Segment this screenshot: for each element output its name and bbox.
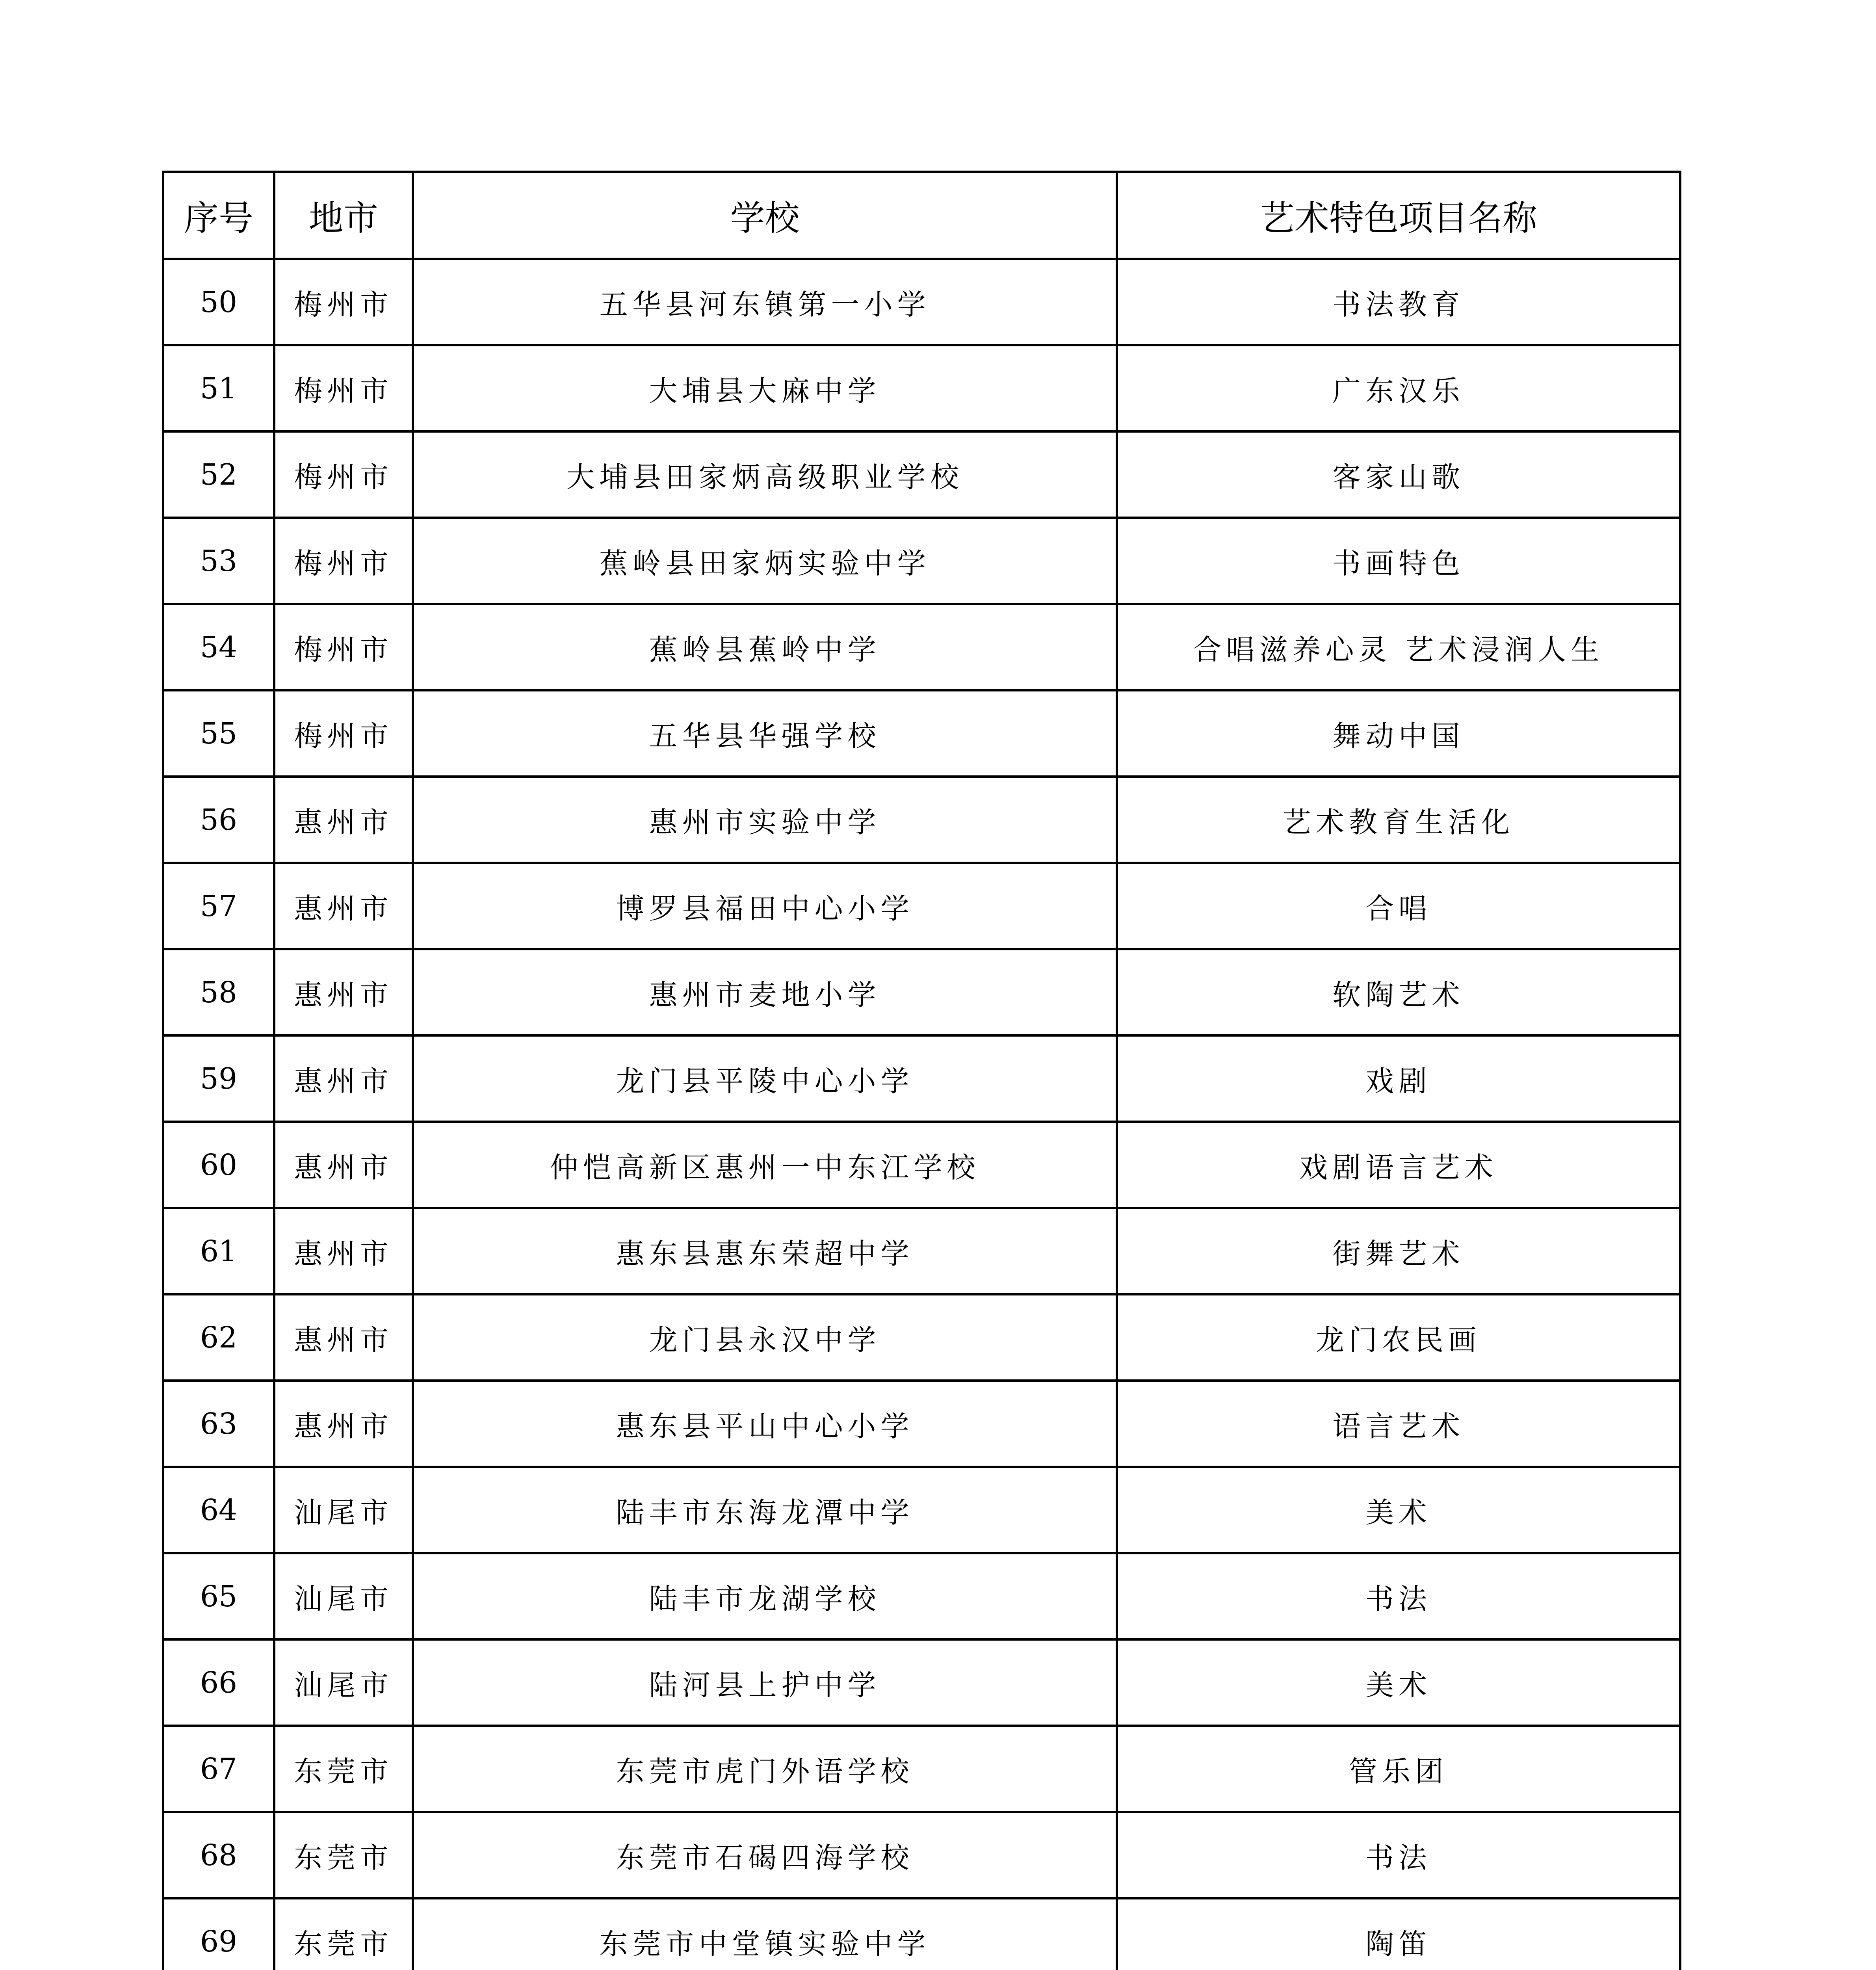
cell-city: 惠州市: [274, 949, 413, 1035]
table-row: [163, 949, 1680, 1035]
cell-school: 陆丰市东海龙潭中学: [413, 1467, 1117, 1553]
cell-school: 惠州市实验中学: [413, 777, 1117, 863]
cell-school: 东莞市虎门外语学校: [413, 1726, 1117, 1812]
cell-school: 惠州市麦地小学: [413, 949, 1117, 1035]
cell-city: 梅州市: [274, 518, 413, 604]
table-row: [163, 1035, 1680, 1122]
table-row: [163, 1467, 1680, 1553]
table-row: [163, 1898, 1680, 1970]
table-row: [163, 1122, 1680, 1208]
cell-serial-number: 57: [163, 863, 274, 949]
cell-art-project: 戏剧: [1117, 1035, 1680, 1122]
cell-art-project: 广东汉乐: [1117, 345, 1680, 431]
table-row: [163, 259, 1680, 345]
cell-art-project: 书画特色: [1117, 518, 1680, 604]
cell-city: 惠州市: [274, 1122, 413, 1208]
table-row: [163, 431, 1680, 518]
cell-city: 汕尾市: [274, 1639, 413, 1726]
cell-serial-number: 59: [163, 1035, 274, 1122]
cell-serial-number: 66: [163, 1639, 274, 1726]
cell-art-project: 舞动中国: [1117, 690, 1680, 777]
cell-serial-number: 51: [163, 345, 274, 431]
cell-serial-number: 58: [163, 949, 274, 1035]
header-art-project: 艺术特色项目名称: [1117, 172, 1680, 259]
cell-serial-number: 50: [163, 259, 274, 345]
cell-art-project: 合唱滋养心灵 艺术浸润人生: [1117, 604, 1680, 690]
cell-school: 东莞市石碣四海学校: [413, 1812, 1117, 1898]
cell-school: 龙门县平陵中心小学: [413, 1035, 1117, 1122]
table-row: [163, 345, 1680, 431]
cell-city: 梅州市: [274, 259, 413, 345]
table-body: [163, 259, 1680, 1970]
cell-school: 大埔县大麻中学: [413, 345, 1117, 431]
cell-serial-number: 54: [163, 604, 274, 690]
cell-city: 惠州市: [274, 1208, 413, 1294]
cell-school: 惠东县惠东荣超中学: [413, 1208, 1117, 1294]
cell-serial-number: 64: [163, 1467, 274, 1553]
cell-serial-number: 56: [163, 777, 274, 863]
cell-art-project: 语言艺术: [1117, 1381, 1680, 1467]
cell-school: 蕉岭县蕉岭中学: [413, 604, 1117, 690]
schools-table: [162, 171, 1681, 1970]
cell-art-project: 合唱: [1117, 863, 1680, 949]
cell-art-project: 书法: [1117, 1812, 1680, 1898]
cell-city: 惠州市: [274, 863, 413, 949]
table-row: [163, 1812, 1680, 1898]
cell-serial-number: 55: [163, 690, 274, 777]
cell-serial-number: 60: [163, 1122, 274, 1208]
cell-school: 大埔县田家炳高级职业学校: [413, 431, 1117, 518]
cell-art-project: 软陶艺术: [1117, 949, 1680, 1035]
cell-art-project: 戏剧语言艺术: [1117, 1122, 1680, 1208]
cell-art-project: 陶笛: [1117, 1898, 1680, 1970]
table-row: [163, 1381, 1680, 1467]
table-row: [163, 863, 1680, 949]
cell-city: 梅州市: [274, 345, 413, 431]
cell-city: 惠州市: [274, 777, 413, 863]
cell-city: 汕尾市: [274, 1553, 413, 1639]
cell-serial-number: 65: [163, 1553, 274, 1639]
table-row: [163, 1726, 1680, 1812]
cell-serial-number: 67: [163, 1726, 274, 1812]
table-row: [163, 1294, 1680, 1381]
cell-art-project: 书法教育: [1117, 259, 1680, 345]
cell-school: 龙门县永汉中学: [413, 1294, 1117, 1381]
table-row: [163, 518, 1680, 604]
cell-city: 惠州市: [274, 1035, 413, 1122]
cell-city: 东莞市: [274, 1898, 413, 1970]
cell-art-project: 美术: [1117, 1639, 1680, 1726]
cell-serial-number: 62: [163, 1294, 274, 1381]
cell-city: 汕尾市: [274, 1467, 413, 1553]
cell-school: 博罗县福田中心小学: [413, 863, 1117, 949]
cell-serial-number: 63: [163, 1381, 274, 1467]
cell-art-project: 艺术教育生活化: [1117, 777, 1680, 863]
cell-art-project: 美术: [1117, 1467, 1680, 1553]
cell-city: 惠州市: [274, 1294, 413, 1381]
table-header-row: [163, 172, 1680, 259]
header-serial-number: 序号: [163, 172, 274, 259]
table-row: [163, 777, 1680, 863]
table-row: [163, 1553, 1680, 1639]
cell-school: 五华县华强学校: [413, 690, 1117, 777]
cell-serial-number: 68: [163, 1812, 274, 1898]
cell-serial-number: 61: [163, 1208, 274, 1294]
table-row: [163, 1639, 1680, 1726]
cell-city: 梅州市: [274, 690, 413, 777]
cell-art-project: 书法: [1117, 1553, 1680, 1639]
cell-art-project: 街舞艺术: [1117, 1208, 1680, 1294]
cell-art-project: 管乐团: [1117, 1726, 1680, 1812]
cell-school: 蕉岭县田家炳实验中学: [413, 518, 1117, 604]
cell-city: 东莞市: [274, 1812, 413, 1898]
cell-school: 仲恺高新区惠州一中东江学校: [413, 1122, 1117, 1208]
cell-school: 五华县河东镇第一小学: [413, 259, 1117, 345]
cell-school: 惠东县平山中心小学: [413, 1381, 1117, 1467]
table-row: [163, 1208, 1680, 1294]
cell-city: 惠州市: [274, 1381, 413, 1467]
cell-city: 梅州市: [274, 431, 413, 518]
cell-art-project: 客家山歌: [1117, 431, 1680, 518]
table-row: [163, 690, 1680, 777]
cell-art-project: 龙门农民画: [1117, 1294, 1680, 1381]
header-school: 学校: [413, 172, 1117, 259]
cell-city: 梅州市: [274, 604, 413, 690]
cell-serial-number: 69: [163, 1898, 274, 1970]
cell-city: 东莞市: [274, 1726, 413, 1812]
table-row: [163, 604, 1680, 690]
cell-serial-number: 52: [163, 431, 274, 518]
cell-school: 陆丰市龙湖学校: [413, 1553, 1117, 1639]
cell-school: 东莞市中堂镇实验中学: [413, 1898, 1117, 1970]
cell-school: 陆河县上护中学: [413, 1639, 1117, 1726]
header-city: 地市: [274, 172, 413, 259]
cell-serial-number: 53: [163, 518, 274, 604]
